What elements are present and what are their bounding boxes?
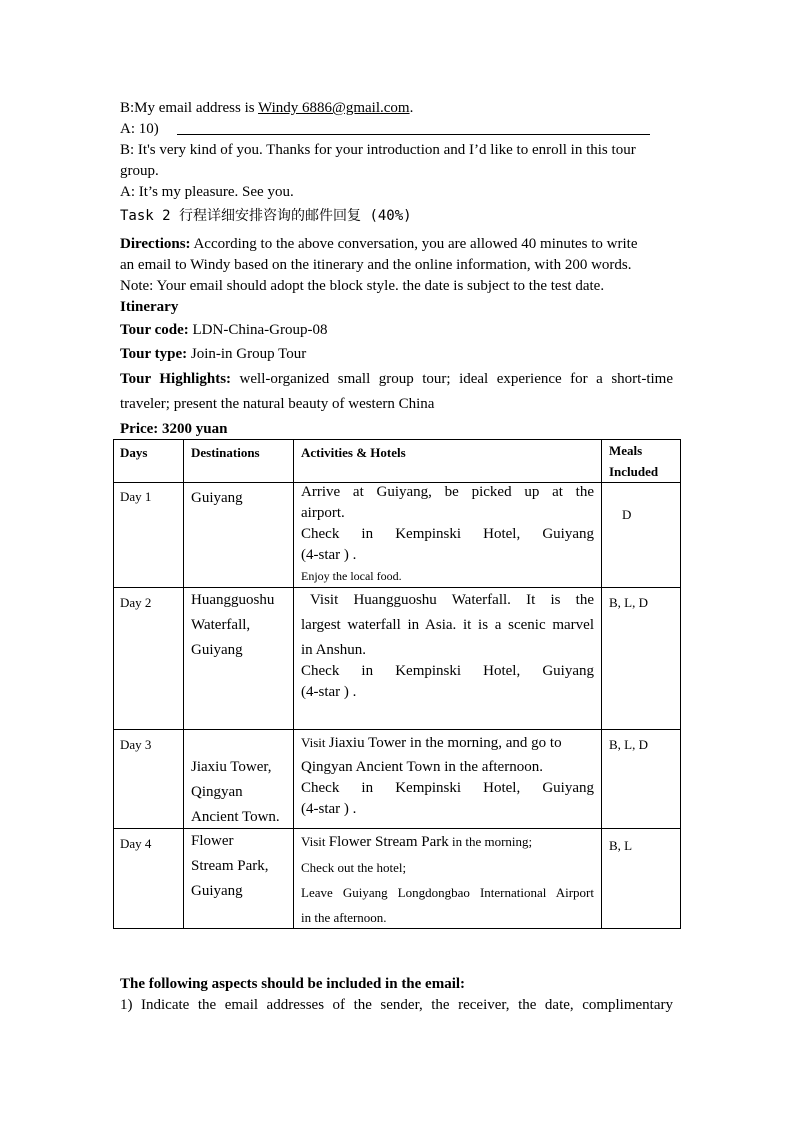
aspects-heading: [120, 974, 465, 994]
act-3-line4: (4-star ) .: [301, 801, 357, 817]
table-rule: [293, 439, 294, 929]
task-title-en: Task 2: [120, 208, 180, 224]
aspects-item1: 1) Indicate the email addresses of the sender, the receiver, the date, complimentary: [120, 997, 673, 1013]
price-text: Price: 3200 yuan: [120, 421, 228, 437]
act-1-line2: airport.: [301, 505, 345, 521]
act-2-line5: (4-star ) .: [301, 684, 357, 700]
table-rule: [113, 439, 681, 440]
tour-code-line: [120, 320, 328, 340]
table-rule: [183, 439, 184, 929]
highlights-label: Tour Highlights:: [120, 371, 232, 387]
directions-line3: Note: Your email should adopt the block style. the date is subject to the test date.: [120, 278, 605, 294]
task-title-cn: 行程详细安排咨询的邮件回复: [179, 208, 362, 224]
highlights-line1: [120, 369, 673, 389]
act-3-text: Jiaxiu Tower in the morning, and go to: [328, 735, 562, 751]
header-days: Days: [120, 445, 148, 460]
task-title: [120, 205, 412, 227]
act-3-line2: Qingyan Ancient Town in the afternoon.: [301, 759, 543, 775]
dest-2-line3: Guiyang: [191, 642, 243, 658]
email-prefix: B:My email address is: [120, 100, 259, 116]
tour-type-label: Tour type:: [120, 346, 188, 362]
act-3-line3: Check in Kempinski Hotel, Guiyang: [301, 780, 594, 796]
tour-type-value: Join-in Group Tour: [187, 346, 307, 362]
highlights-line2: traveler; present the natural beauty of western China: [120, 396, 435, 412]
directions-line2: an email to Windy based on the itinerary and the online information, with 200 words.: [120, 257, 632, 273]
directions-line1: [120, 234, 638, 254]
day-4: Day 4: [120, 836, 152, 851]
act-4-line3: Leave Guiyang Longdongbao International Airport: [301, 885, 594, 900]
directions-text1: According to the above conversation, you are allowed 40 minutes to write: [190, 236, 638, 252]
meals-4: B, L: [609, 838, 633, 853]
b-thanks-line2: group.: [120, 163, 159, 179]
meals-1: D: [622, 507, 632, 522]
act-2-line1: Visit Huangguoshu Waterfall. It is the: [310, 592, 594, 608]
task-title-pct: (40%): [361, 208, 412, 224]
day-1: Day 1: [120, 489, 152, 504]
act-2-line3: in Anshun.: [301, 642, 367, 658]
dest-4-line1: Flower: [191, 833, 234, 849]
table-rule: [113, 439, 114, 929]
tour-type-line: [120, 344, 306, 364]
directions-label: Directions:: [120, 236, 191, 252]
act-4-line1: [301, 829, 532, 855]
day-2: Day 2: [120, 595, 152, 610]
email-suffix: .: [409, 100, 414, 116]
table-rule: [113, 928, 681, 929]
aspects-heading-text: The following aspects should be included in the email:: [120, 976, 466, 992]
act-1-line4: (4-star ) .: [301, 547, 357, 563]
header-activities: Activities & Hotels: [301, 445, 406, 460]
dest-3-line2: Qingyan: [191, 784, 243, 800]
meals-3: B, L, D: [609, 737, 648, 752]
act-1-line1: Arrive at Guiyang, be picked up at the: [301, 484, 594, 500]
email-address: Windy 6886@gmail.com: [258, 100, 410, 116]
dest-2-line2: Waterfall,: [191, 617, 251, 633]
act-4-visit: Visit: [301, 834, 329, 849]
header-meals-2: Included: [609, 464, 659, 479]
act-2-line4: Check in Kempinski Hotel, Guiyang: [301, 663, 594, 679]
a-question-label: A: 10): [120, 121, 159, 137]
itinerary-heading-text: Itinerary: [120, 299, 179, 315]
header-destinations: Destinations: [191, 445, 260, 460]
b-thanks-line1: B: It's very kind of you. Thanks for your introduction and I’d like to enroll in this tour: [120, 142, 636, 158]
email-line: [120, 98, 413, 118]
act-1-line5: Enjoy the local food.: [301, 569, 402, 583]
act-3-visit: Visit: [301, 735, 329, 750]
dest-4-line2: Stream Park,: [191, 858, 269, 874]
dest-3-line3: Ancient Town.: [191, 809, 280, 825]
day-3: Day 3: [120, 737, 152, 752]
highlights-text1: well-organized small group tour; ideal experience for a short-time: [231, 371, 673, 387]
itinerary-heading: [120, 297, 178, 317]
tour-code-value: LDN-China-Group-08: [188, 322, 328, 338]
act-4-place: Flower Stream Park: [328, 834, 449, 850]
dest-4-line3: Guiyang: [191, 883, 243, 899]
dest-3-line1: Jiaxiu Tower,: [191, 759, 272, 775]
dest-2-line1: Huangguoshu: [191, 592, 275, 608]
answer-blank-line: [177, 134, 650, 135]
a-closing-line: A: It’s my pleasure. See you.: [120, 184, 294, 200]
a-question-line: [120, 119, 159, 139]
act-4-line2: Check out the hotel;: [301, 860, 407, 875]
meals-2: B, L, D: [609, 595, 648, 610]
act-3-line1: [301, 730, 562, 756]
price-line: [120, 419, 227, 439]
header-meals: Meals: [609, 443, 643, 458]
act-4-line4: in the afternoon.: [301, 910, 387, 925]
table-rule: [601, 439, 602, 929]
tour-code-label: Tour code:: [120, 322, 189, 338]
act-2-line2: largest waterfall in Asia. it is a scenic marvel: [301, 617, 594, 633]
dest-1: Guiyang: [191, 490, 243, 506]
table-rule: [680, 439, 681, 929]
act-1-line3: Check in Kempinski Hotel, Guiyang: [301, 526, 594, 542]
act-4-time: in the morning;: [448, 834, 533, 849]
